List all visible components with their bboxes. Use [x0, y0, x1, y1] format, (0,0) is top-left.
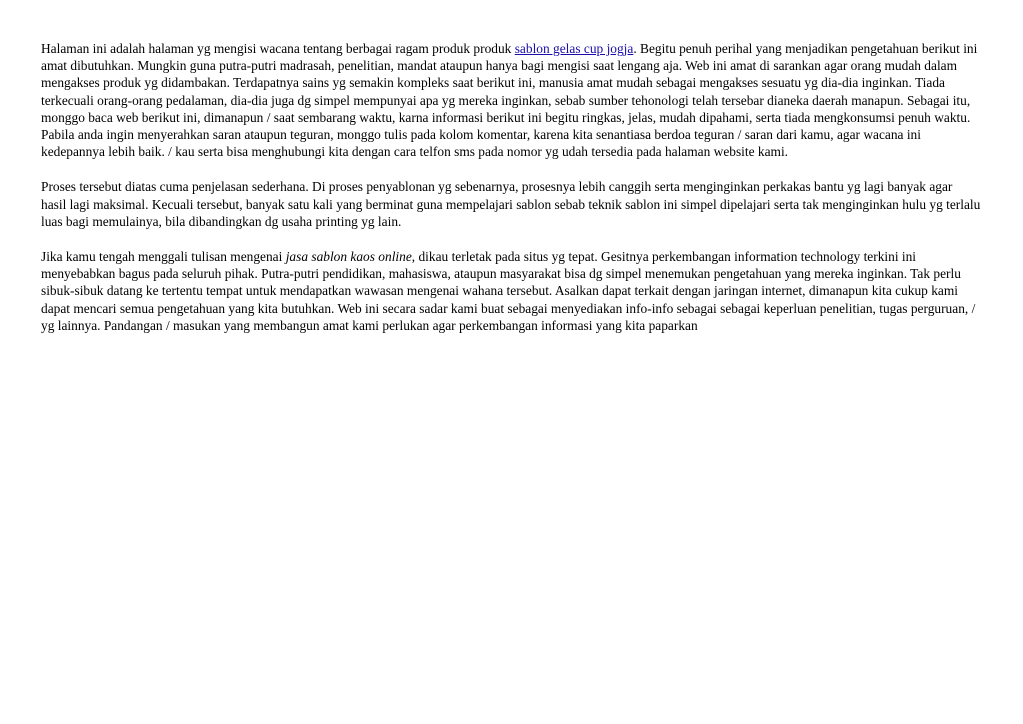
paragraph-intro: [41, 40, 981, 160]
paragraph-intro-text-after: . Begitu penuh perihal yang menjadikan pengetahuan berikut ini amat dibutuhkan. Mungkin guna putra-putri madrasah, penelitian, mandat ataupun hanya bagi mengisi saat lengang aja. Web ini amat di sarankan agar orang mudah dalam mengakses produk yg didambakan. Terdapatnya sains yg semakin kompleks saat berikut ini, manusia amat mudah sebagai mengakses sesuatu yg dia-dia inginkan. Tiada terkecuali orang-orang pedalaman, dia-dia juga dg simpel mempunyai apa yg mereka inginkan, sebab sumber tehonologi telah tersebar dianeka daerah manapun. Sebagai itu, monggo baca web berikut ini, dimanapun / saat sembarang waktu, karna informasi berikut ini begitu ringkas, jelas, mudah dipahami, serta tiada mengkonsumsi penuh waktu. Pabila anda ingin menyerahkan saran ataupun teguran, monggo tulis pada kolom komentar, karena kita senantiasa berdoa teguran / saran dari kamu, agar wacana ini kedepannya lebih baik. / kau serta bisa menghubungi kita dengan cara telfon sms pada nomor yg udah tersedia pada halaman website kami.: [41, 41, 978, 160]
jasa-sablon-kaos-online-emphasis: jasa sablon kaos online: [285, 249, 412, 265]
sablon-gelas-cup-jogja-link[interactable]: sablon gelas cup jogja: [514, 41, 634, 56]
paragraph-online-service-text-after: , dikau terletak pada situs yg tepat. Gesitnya perkembangan information technology terkini ini menyebabkan bagus pada seluruh pihak. Putra-putri pendidikan, mahasiswa, ataupun masyarakat bisa dg simpel menemukan pengetahuan yang mereka inginkan. Tak perlu sibuk-sibuk datang ke tertentu tempat untuk mendapatkan wawasan mengenai wahana tersebut. Asalkan dapat terkait dengan jaringan internet, dimanapun kita cukup kami dapat mencari semua pengetahuan yang kita butuhkan. Web ini secara sadar kami buat sebagai menyediakan info-info sebagai sebagai keperluan penelitian, tugas perguruan, / yg lainnya. Pandangan / masukan yang membangun amat kami perlukan agar perkembangan informasi yang kita paparkan: [41, 249, 976, 333]
paragraph-process: Proses tersebut diatas cuma penjelasan sederhana. Di proses penyablonan yg sebenarnya, prosesnya lebih canggih serta menginginkan perkakas bantu yg lagi banyak agar hasil lagi maksimal. Kecuali tersebut, banyak satu kali yang berminat guna mempelajari sablon sebab teknik sablon ini simpel dipelajari serta tak menginginkan hulu yg terlalu luas bagi memulainya, bila dibandingkan dg usaha printing yg lain.: [41, 179, 981, 229]
paragraph-intro-text-before: Halaman ini adalah halaman yg mengisi wacana tentang berbagai ragam produk produk: [41, 41, 515, 56]
paragraph-online-service: [41, 248, 981, 334]
document-page: [41, 40, 981, 352]
paragraph-online-service-text-before: Jika kamu tengah menggali tulisan mengenai: [41, 249, 286, 265]
